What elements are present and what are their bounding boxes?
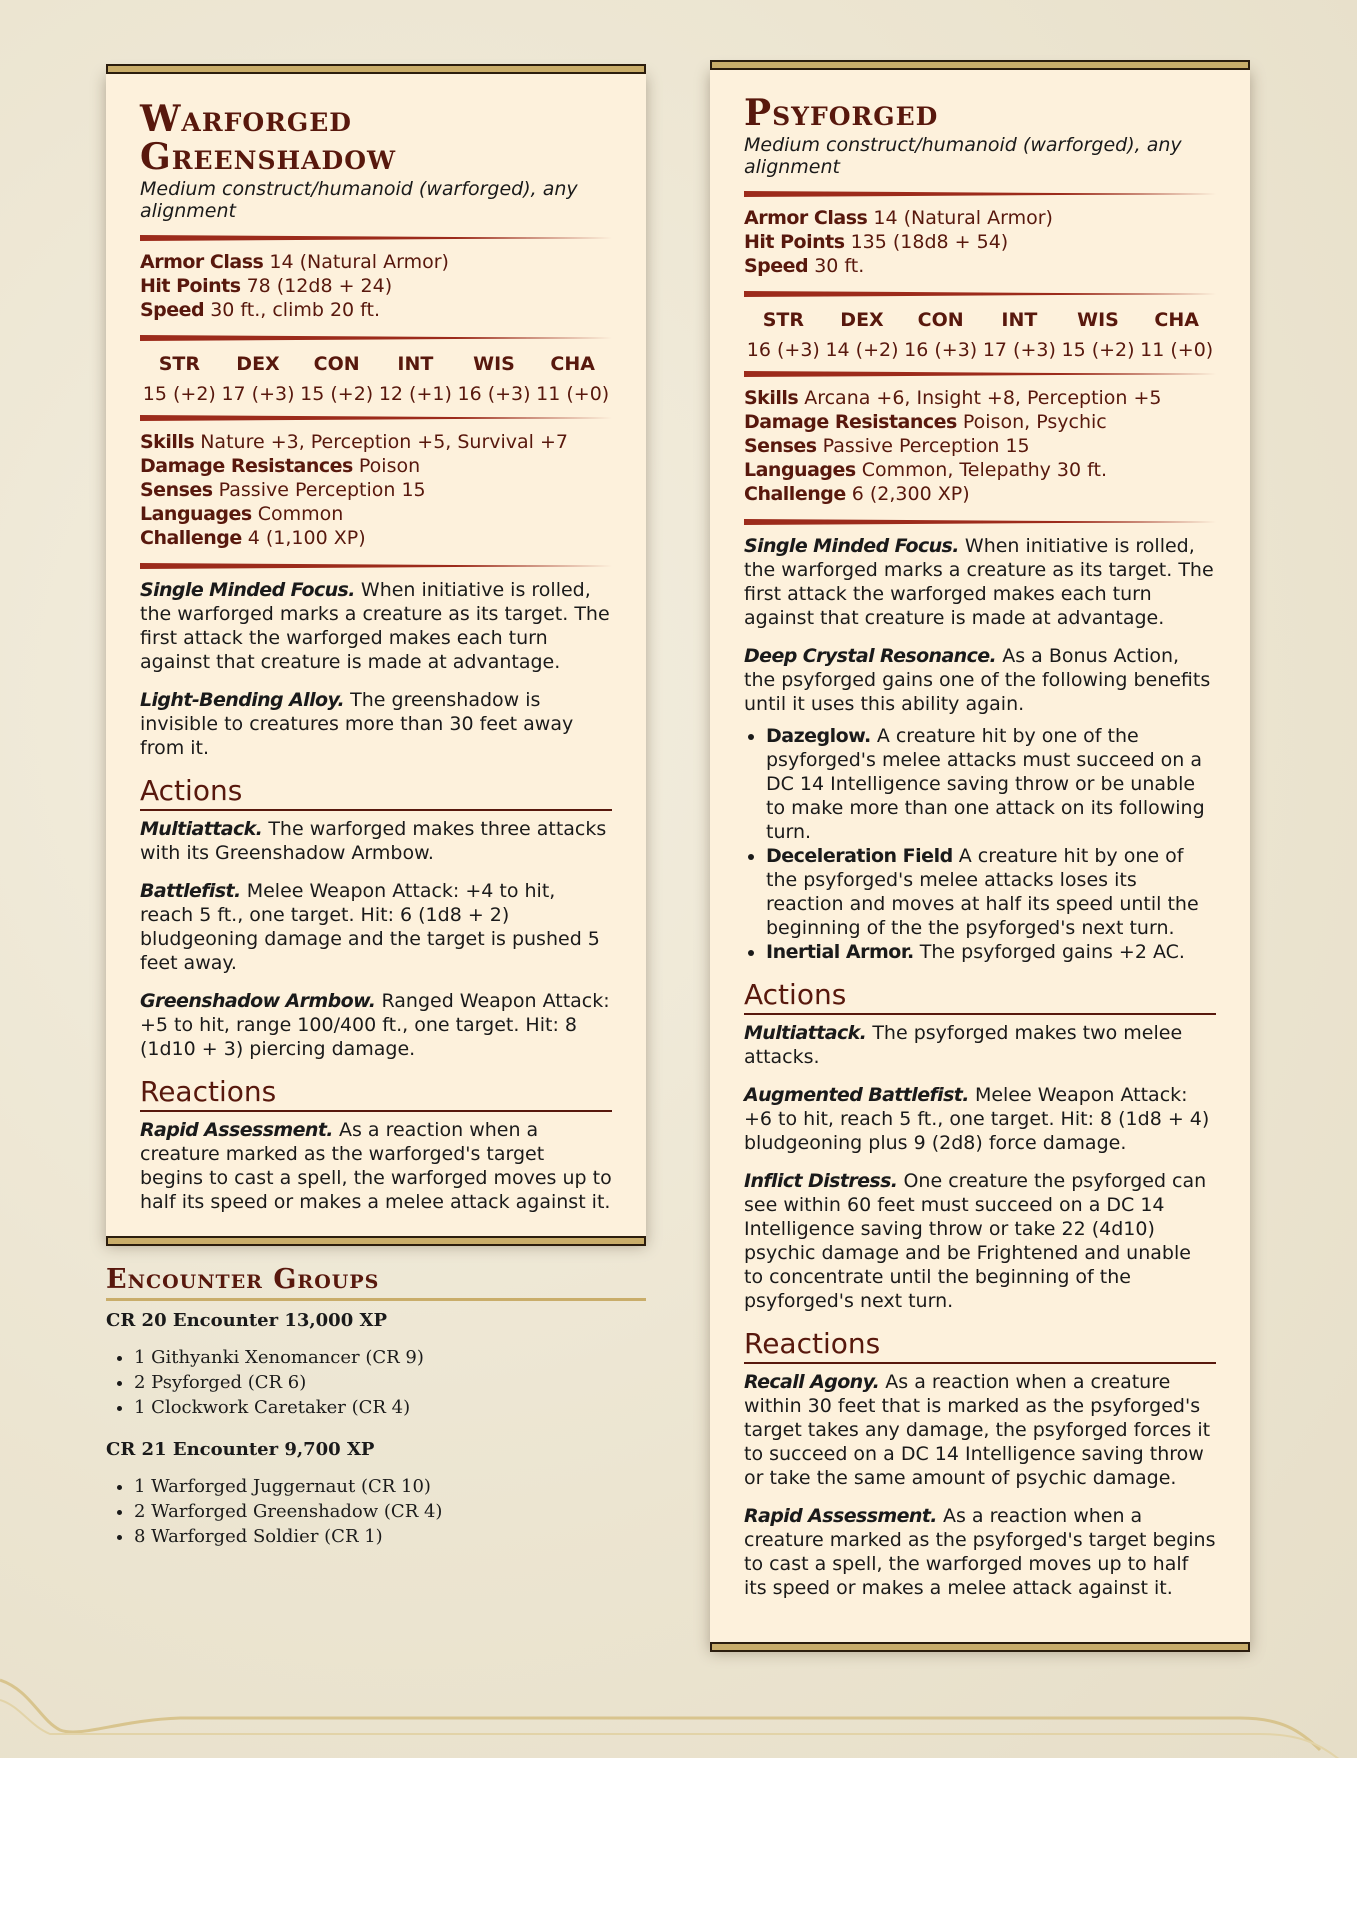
encounter-title: CR 21 Encounter 9,700 XP <box>106 1439 375 1460</box>
action-text: One creature the psyforged can see within 60 feet must succeed on a DC 14 Intelligence saving throw or take 22 (4d10) psychic damage and be Frightened and unable to concentrate until the beginning of the psyforged's next turn. <box>744 1170 1207 1312</box>
reaction <box>140 1118 612 1214</box>
prop-value: 30 ft., climb 20 ft. <box>210 299 381 321</box>
stat-block-bottom-bar <box>710 1642 1250 1652</box>
detail-label: Challenge <box>744 483 846 505</box>
ability-dex <box>219 350 298 410</box>
reaction-name: Rapid Assessment. <box>140 1119 333 1141</box>
reactions-heading: Reactions <box>744 1327 1216 1364</box>
ability-value: 11 (+0) <box>536 383 610 405</box>
benefit-name: Dazeglow. <box>766 725 871 747</box>
detail-line <box>140 430 612 454</box>
detail-value: Nature +3, Perception +5, Survival +7 <box>200 431 569 453</box>
tapered-rule <box>744 518 1216 526</box>
list-item <box>766 724 1216 844</box>
ability-wis <box>1059 306 1138 366</box>
action-text: The warforged makes three attacks with its Greenshadow Armbow. <box>140 818 607 864</box>
prop-label: Hit Points <box>140 275 241 297</box>
tapered-rule <box>744 290 1216 298</box>
stat-block-psyforged <box>710 66 1250 1646</box>
trait <box>140 688 612 760</box>
reaction-name: Rapid Assessment. <box>744 1505 937 1527</box>
ability-value: 14 (+2) <box>825 339 899 361</box>
action-text: Melee Weapon Attack: +6 to hit, reach 5 ft., one target. Hit: 8 (1d8 + 4) bludgeoning plus 9 (2d8) force damage. <box>744 1084 1210 1154</box>
trait-text: The greenshadow is invisible to creatures more than 30 feet away from it. <box>140 689 574 759</box>
detail-line <box>744 386 1216 410</box>
creature-type: Medium construct/humanoid (warforged), any alignment <box>140 178 578 222</box>
trait <box>744 644 1216 716</box>
tapered-rule <box>140 414 612 422</box>
ability-str <box>744 306 823 366</box>
prop-line <box>744 230 1216 254</box>
detail-line <box>140 526 612 550</box>
detail-value: Poison, Psychic <box>962 411 1107 433</box>
prop-line <box>140 298 612 322</box>
detail-line <box>140 478 612 502</box>
ability-label: DEX <box>236 353 280 375</box>
ability-wis <box>455 350 534 410</box>
action-name: Inflict Distress. <box>744 1170 898 1192</box>
stat-block-body <box>744 94 1216 1614</box>
detail-line <box>140 502 612 526</box>
ability-label: DEX <box>840 309 884 331</box>
ability-label: WIS <box>1077 309 1119 331</box>
detail-value: Common <box>257 503 344 525</box>
action-text: The psyforged makes two melee attacks. <box>744 1022 1183 1068</box>
basic-properties <box>140 250 612 322</box>
ability-value: 16 (+3) <box>746 339 820 361</box>
trait <box>744 534 1216 630</box>
ability-label: CON <box>313 353 360 375</box>
detail-label: Challenge <box>140 527 242 549</box>
trait-name: Single Minded Focus. <box>744 535 959 557</box>
ability-label: STR <box>158 353 200 375</box>
benefit-name: Deceleration Field <box>766 845 953 867</box>
ability-label: WIS <box>473 353 515 375</box>
detail-label: Damage Resistances <box>140 455 353 477</box>
ability-cha <box>533 350 612 410</box>
ability-scores <box>140 350 612 410</box>
action <box>140 989 612 1061</box>
tapered-rule <box>140 334 612 342</box>
ability-label: CHA <box>550 353 595 375</box>
benefit-text: The psyforged gains +2 AC. <box>919 941 1185 963</box>
prop-label: Armor Class <box>744 207 868 229</box>
prop-value: 14 (Natural Armor) <box>269 251 449 273</box>
action-text: Ranged Weapon Attack: +5 to hit, range 100/400 ft., one target. Hit: 8 (1d10 + 3) piercing damage. <box>140 990 610 1060</box>
tapered-rule <box>140 562 612 570</box>
detail-value: Passive Perception 15 <box>218 479 426 501</box>
detail-value: 6 (2,300 XP) <box>851 483 970 505</box>
prop-line <box>744 206 1216 230</box>
reaction <box>744 1504 1216 1600</box>
prop-line <box>140 274 612 298</box>
prop-value: 14 (Natural Armor) <box>873 207 1053 229</box>
creature-name: Warforged Greenshadow <box>140 98 397 178</box>
trait <box>140 578 612 674</box>
list-item <box>766 844 1216 940</box>
detail-value: Poison <box>358 455 421 477</box>
ability-dex <box>823 306 902 366</box>
ability-con <box>901 306 980 366</box>
detail-value: Arcana +6, Insight +8, Perception +5 <box>804 387 1162 409</box>
prop-label: Speed <box>140 299 205 321</box>
detail-label: Languages <box>744 459 856 481</box>
detail-line <box>744 458 1216 482</box>
detail-value: Common, Telepathy 30 ft. <box>861 459 1107 481</box>
ability-con <box>297 350 376 410</box>
benefit-text: A creature hit by one of the psyforged's melee attacks must succeed on a DC 14 Intelligence saving throw or be unable to make more than one attack on its following turn. <box>766 725 1205 843</box>
prop-line <box>744 254 1216 278</box>
ability-label: CHA <box>1154 309 1199 331</box>
detail-line <box>140 454 612 478</box>
reaction <box>744 1370 1216 1490</box>
ability-int <box>376 350 455 410</box>
reaction-text: As a reaction when a creature within 30 feet that is marked as the psyforged's target takes any damage, the psyforged forces it to succeed on a DC 14 Intelligence saving throw or take the same amount of psychic damage. <box>744 1371 1211 1489</box>
detail-properties <box>744 386 1216 506</box>
detail-label: Senses <box>744 435 817 457</box>
detail-label: Skills <box>744 387 799 409</box>
ability-value: 16 (+3) <box>904 339 978 361</box>
stat-block-top-bar <box>106 64 646 74</box>
footer-ornament-icon <box>0 1660 1357 1758</box>
creature-name: Psyforged <box>744 92 939 134</box>
list-item <box>766 940 1216 964</box>
encounter-list <box>106 1345 646 1420</box>
encounter-groups <box>106 1264 646 1567</box>
action-name: Multiattack. <box>140 818 263 840</box>
actions-heading: Actions <box>744 978 1216 1015</box>
action <box>140 879 612 975</box>
ability-value: 11 (+0) <box>1140 339 1214 361</box>
encounter-groups-heading: Encounter Groups <box>106 1264 646 1301</box>
detail-value: Passive Perception 15 <box>822 435 1030 457</box>
prop-label: Hit Points <box>744 231 845 253</box>
action <box>744 1169 1216 1313</box>
ability-value: 17 (+3) <box>221 383 295 405</box>
ability-label: CON <box>917 309 964 331</box>
detail-line <box>744 482 1216 506</box>
benefit-list <box>744 724 1216 964</box>
list-item: • 8 Warforged Soldier (CR 1) <box>134 1524 646 1549</box>
ability-value: 15 (+2) <box>300 383 374 405</box>
prop-value: 30 ft. <box>814 255 865 277</box>
benefit-text: A creature hit by one of the psyforged's melee attacks loses its reaction and moves at half its speed until the beginning of the the psyforged's next turn. <box>766 845 1199 939</box>
list-item: • 2 Warforged Greenshadow (CR 4) <box>134 1499 646 1524</box>
ability-label: INT <box>1001 309 1038 331</box>
benefit-name: Inertial Armor. <box>766 941 914 963</box>
detail-value: 4 (1,100 XP) <box>247 527 366 549</box>
tapered-rule <box>744 190 1216 198</box>
trait-name: Single Minded Focus. <box>140 579 355 601</box>
ability-value: 12 (+1) <box>378 383 452 405</box>
reaction-text: As a reaction when a creature marked as the warforged's target begins to cast a spell, the warforged moves up to half its speed or makes a melee attack against it. <box>140 1119 612 1213</box>
action-text: Melee Weapon Attack: +4 to hit, reach 5 ft., one target. Hit: 6 (1d8 + 2) bludgeoning damage and the target is pushed 5 feet away. <box>140 880 600 974</box>
prop-value: 78 (12d8 + 24) <box>246 275 393 297</box>
list-item: • 1 Clockwork Caretaker (CR 4) <box>134 1395 646 1420</box>
basic-properties <box>744 206 1216 278</box>
action <box>744 1083 1216 1155</box>
detail-label: Languages <box>140 503 252 525</box>
detail-label: Damage Resistances <box>744 411 957 433</box>
ability-value: 16 (+3) <box>457 383 531 405</box>
tapered-rule <box>744 370 1216 378</box>
action-name: Greenshadow Armbow. <box>140 990 376 1012</box>
actions-heading: Actions <box>140 774 612 811</box>
detail-label: Skills <box>140 431 195 453</box>
trait-text: When initiative is rolled, the warforged marks a creature as its target. The first attack the warforged makes each turn against that creature is made at advantage. <box>140 579 610 673</box>
action-name: Augmented Battlefist. <box>744 1084 969 1106</box>
prop-value: 135 (18d8 + 54) <box>850 231 1009 253</box>
action <box>744 1021 1216 1069</box>
stat-block-top-bar <box>710 60 1250 70</box>
detail-label: Senses <box>140 479 213 501</box>
trait-name: Deep Crystal Resonance. <box>744 645 997 667</box>
ability-label: INT <box>397 353 434 375</box>
reaction-text: As a reaction when a creature marked as the psyforged's target begins to cast a spell, the warforged moves up to half its speed or makes a melee attack against it. <box>744 1505 1216 1599</box>
prop-label: Speed <box>744 255 809 277</box>
action-name: Battlefist. <box>140 880 241 902</box>
prop-line <box>140 250 612 274</box>
detail-line <box>744 434 1216 458</box>
ability-value: 17 (+3) <box>982 339 1056 361</box>
list-item: • 1 Githyanki Xenomancer (CR 9) <box>134 1345 646 1370</box>
ability-value: 15 (+2) <box>142 383 216 405</box>
trait-name: Light-Bending Alloy. <box>140 689 345 711</box>
tapered-rule <box>140 234 612 242</box>
prop-label: Armor Class <box>140 251 264 273</box>
detail-properties <box>140 430 612 550</box>
stat-block-body <box>140 100 612 1228</box>
ability-scores <box>744 306 1216 366</box>
reaction-name: Recall Agony. <box>744 1371 880 1393</box>
ability-cha <box>1137 306 1216 366</box>
encounter-list <box>106 1474 646 1549</box>
detail-line <box>744 410 1216 434</box>
creature-type: Medium construct/humanoid (warforged), any alignment <box>744 134 1182 178</box>
encounter-title: CR 20 Encounter 13,000 XP <box>106 1310 387 1331</box>
ability-value: 15 (+2) <box>1061 339 1135 361</box>
action <box>140 817 612 865</box>
stat-block-warforged-greenshadow <box>106 70 646 1240</box>
list-item: • 1 Warforged Juggernaut (CR 10) <box>134 1474 646 1499</box>
trait-text: As a Bonus Action, the psyforged gains one of the following benefits until it uses this ability again. <box>744 645 1211 715</box>
ability-str <box>140 350 219 410</box>
action-name: Multiattack. <box>744 1022 867 1044</box>
list-item: • 2 Psyforged (CR 6) <box>134 1370 646 1395</box>
reactions-heading: Reactions <box>140 1075 612 1112</box>
ability-int <box>980 306 1059 366</box>
ability-label: STR <box>762 309 804 331</box>
trait-text: When initiative is rolled, the warforged marks a creature as its target. The first attack the warforged makes each turn against that creature is made at advantage. <box>744 535 1214 629</box>
stat-block-bottom-bar <box>106 1236 646 1246</box>
